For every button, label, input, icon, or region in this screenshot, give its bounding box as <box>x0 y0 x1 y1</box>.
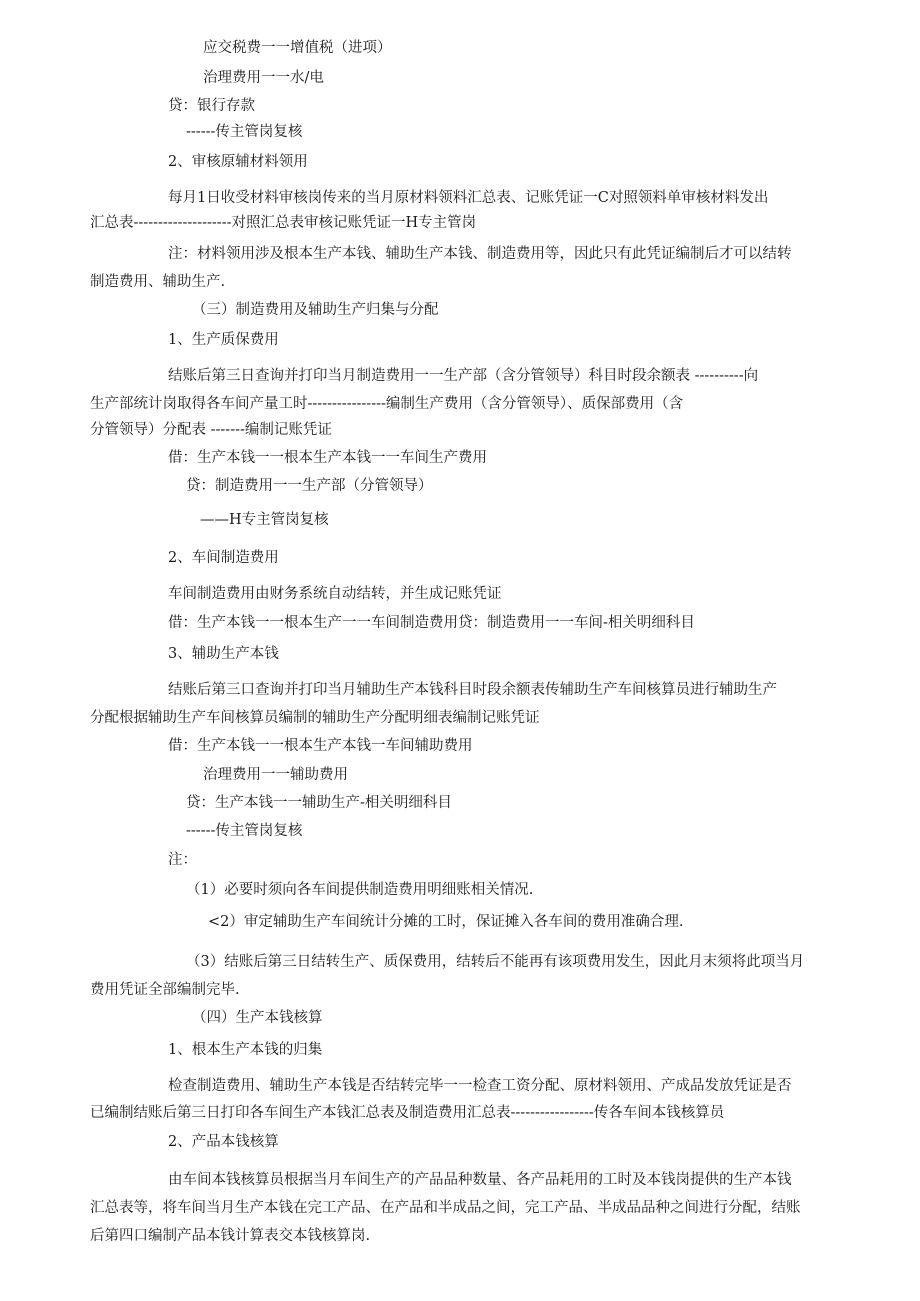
text-line: 制造费用、辅助生产. <box>90 274 226 290</box>
text-line: 贷：制造费用一一生产部（分管领导） <box>186 478 433 494</box>
section-heading: 2、审核原辅材料领用 <box>168 154 308 170</box>
section-heading: 2、产品本钱核算 <box>168 1134 279 1150</box>
section-heading: （四）生产本钱核算 <box>192 1010 323 1026</box>
text-line: ------传主管岗复核 <box>186 124 303 140</box>
section-heading: 2、车间制造费用 <box>168 550 279 566</box>
section-heading: 3、辅助生产本钱 <box>168 646 279 662</box>
text-line: （3）结账后第三日结转生产、质保费用，结转后不能再有该项费用发生，因此月末须将此项当月 <box>186 954 805 970</box>
text-line: 注：材料领用涉及根本生产本钱、辅助生产本钱、制造费用等，因此只有此凭证编制后才可以结转 <box>168 246 792 262</box>
text-line: <2）审定辅助生产车间统计分摊的工时，保证摊入各车间的费用准确合理. <box>208 914 684 930</box>
text-line: 借：生产本钱一一根本生产一一车间制造费用贷：制造费用一一车间-相关明细科目 <box>168 615 695 631</box>
text-line: 分配根据辅助生产车间核算员编制的辅助生产分配明细表编制记账凭证 <box>90 710 540 726</box>
section-heading: （三）制造费用及辅助生产归集与分配 <box>192 302 439 318</box>
text-line: 生产部统计岗取得各车间产量工时----------------编制生产费用（含分管领导）、质保部费用（含 <box>90 396 684 412</box>
text-line: 贷：银行存款 <box>168 98 255 114</box>
text-line: 治理费用一一辅助费用 <box>203 767 348 783</box>
text-line: ------传主管岗复核 <box>186 823 303 839</box>
text-line: （1）必要时须向各车间提供制造费用明细账相关情况. <box>186 882 534 898</box>
text-line: 借：生产本钱一一根本生产本钱一一车间生产费用 <box>168 450 487 466</box>
text-line: 贷：生产本钱一一辅助生产-相关明细科目 <box>186 795 452 811</box>
text-line: 由车间本钱核算员根据当月车间生产的产品品种数量、各产品耗用的工时及本钱岗提供的生产本钱 <box>168 1172 792 1188</box>
text-line: ——H专主管岗复核 <box>200 512 329 528</box>
text-line: 注： <box>168 852 197 868</box>
text-line: 借：生产本钱一一根本生产本钱一车间辅助费用 <box>168 738 473 754</box>
text-line: 车间制造费用由财务系统自动结转，并生成记账凭证 <box>168 586 502 602</box>
text-line: 应交税费一一增值税（进项） <box>203 40 392 56</box>
text-line: 结账后第三口查询并打印当月辅助生产本钱科目时段余额表传辅助生产车间核算员进行辅助生产 <box>168 682 777 698</box>
section-heading: 1、生产质保费用 <box>168 332 279 348</box>
text-line: 分管领导）分配表 -------编制记账凭证 <box>90 422 332 438</box>
text-line: 汇总表等，将车间当月生产本钱在完工产品、在产品和半成品之间，完工产品、半成品品种之间进行分配，结账 <box>90 1200 801 1216</box>
text-line: 治理费用一一水/电 <box>203 70 324 86</box>
text-line: 检查制造费用、辅助生产本钱是否结转完毕一一检查工资分配、原材料领用、产成品发放凭证是否 <box>168 1078 792 1094</box>
text-line: 已编制结账后第三日打印各车间生产本钱汇总表及制造费用汇总表-----------------传各车间本钱核算员 <box>90 1105 725 1121</box>
text-line: 结账后第三日查询并打印当月制造费用一一生产部（含分管领导）科目时段余额表 ----------向 <box>168 368 759 384</box>
text-line: 汇总表--------------------对照汇总表审核记账凭证一H专主管岗 <box>90 215 477 231</box>
text-line: 后第四口编制产品本钱计算表交本钱核算岗. <box>90 1228 371 1244</box>
text-line: 每月1日收受材料审核岗传来的当月原材料领料汇总表、记账凭证一C对照领料单审核材料发出 <box>168 190 769 206</box>
text-line: 费用凭证全部编制完毕. <box>90 982 240 998</box>
section-heading: 1、根本生产本钱的归集 <box>168 1042 323 1058</box>
